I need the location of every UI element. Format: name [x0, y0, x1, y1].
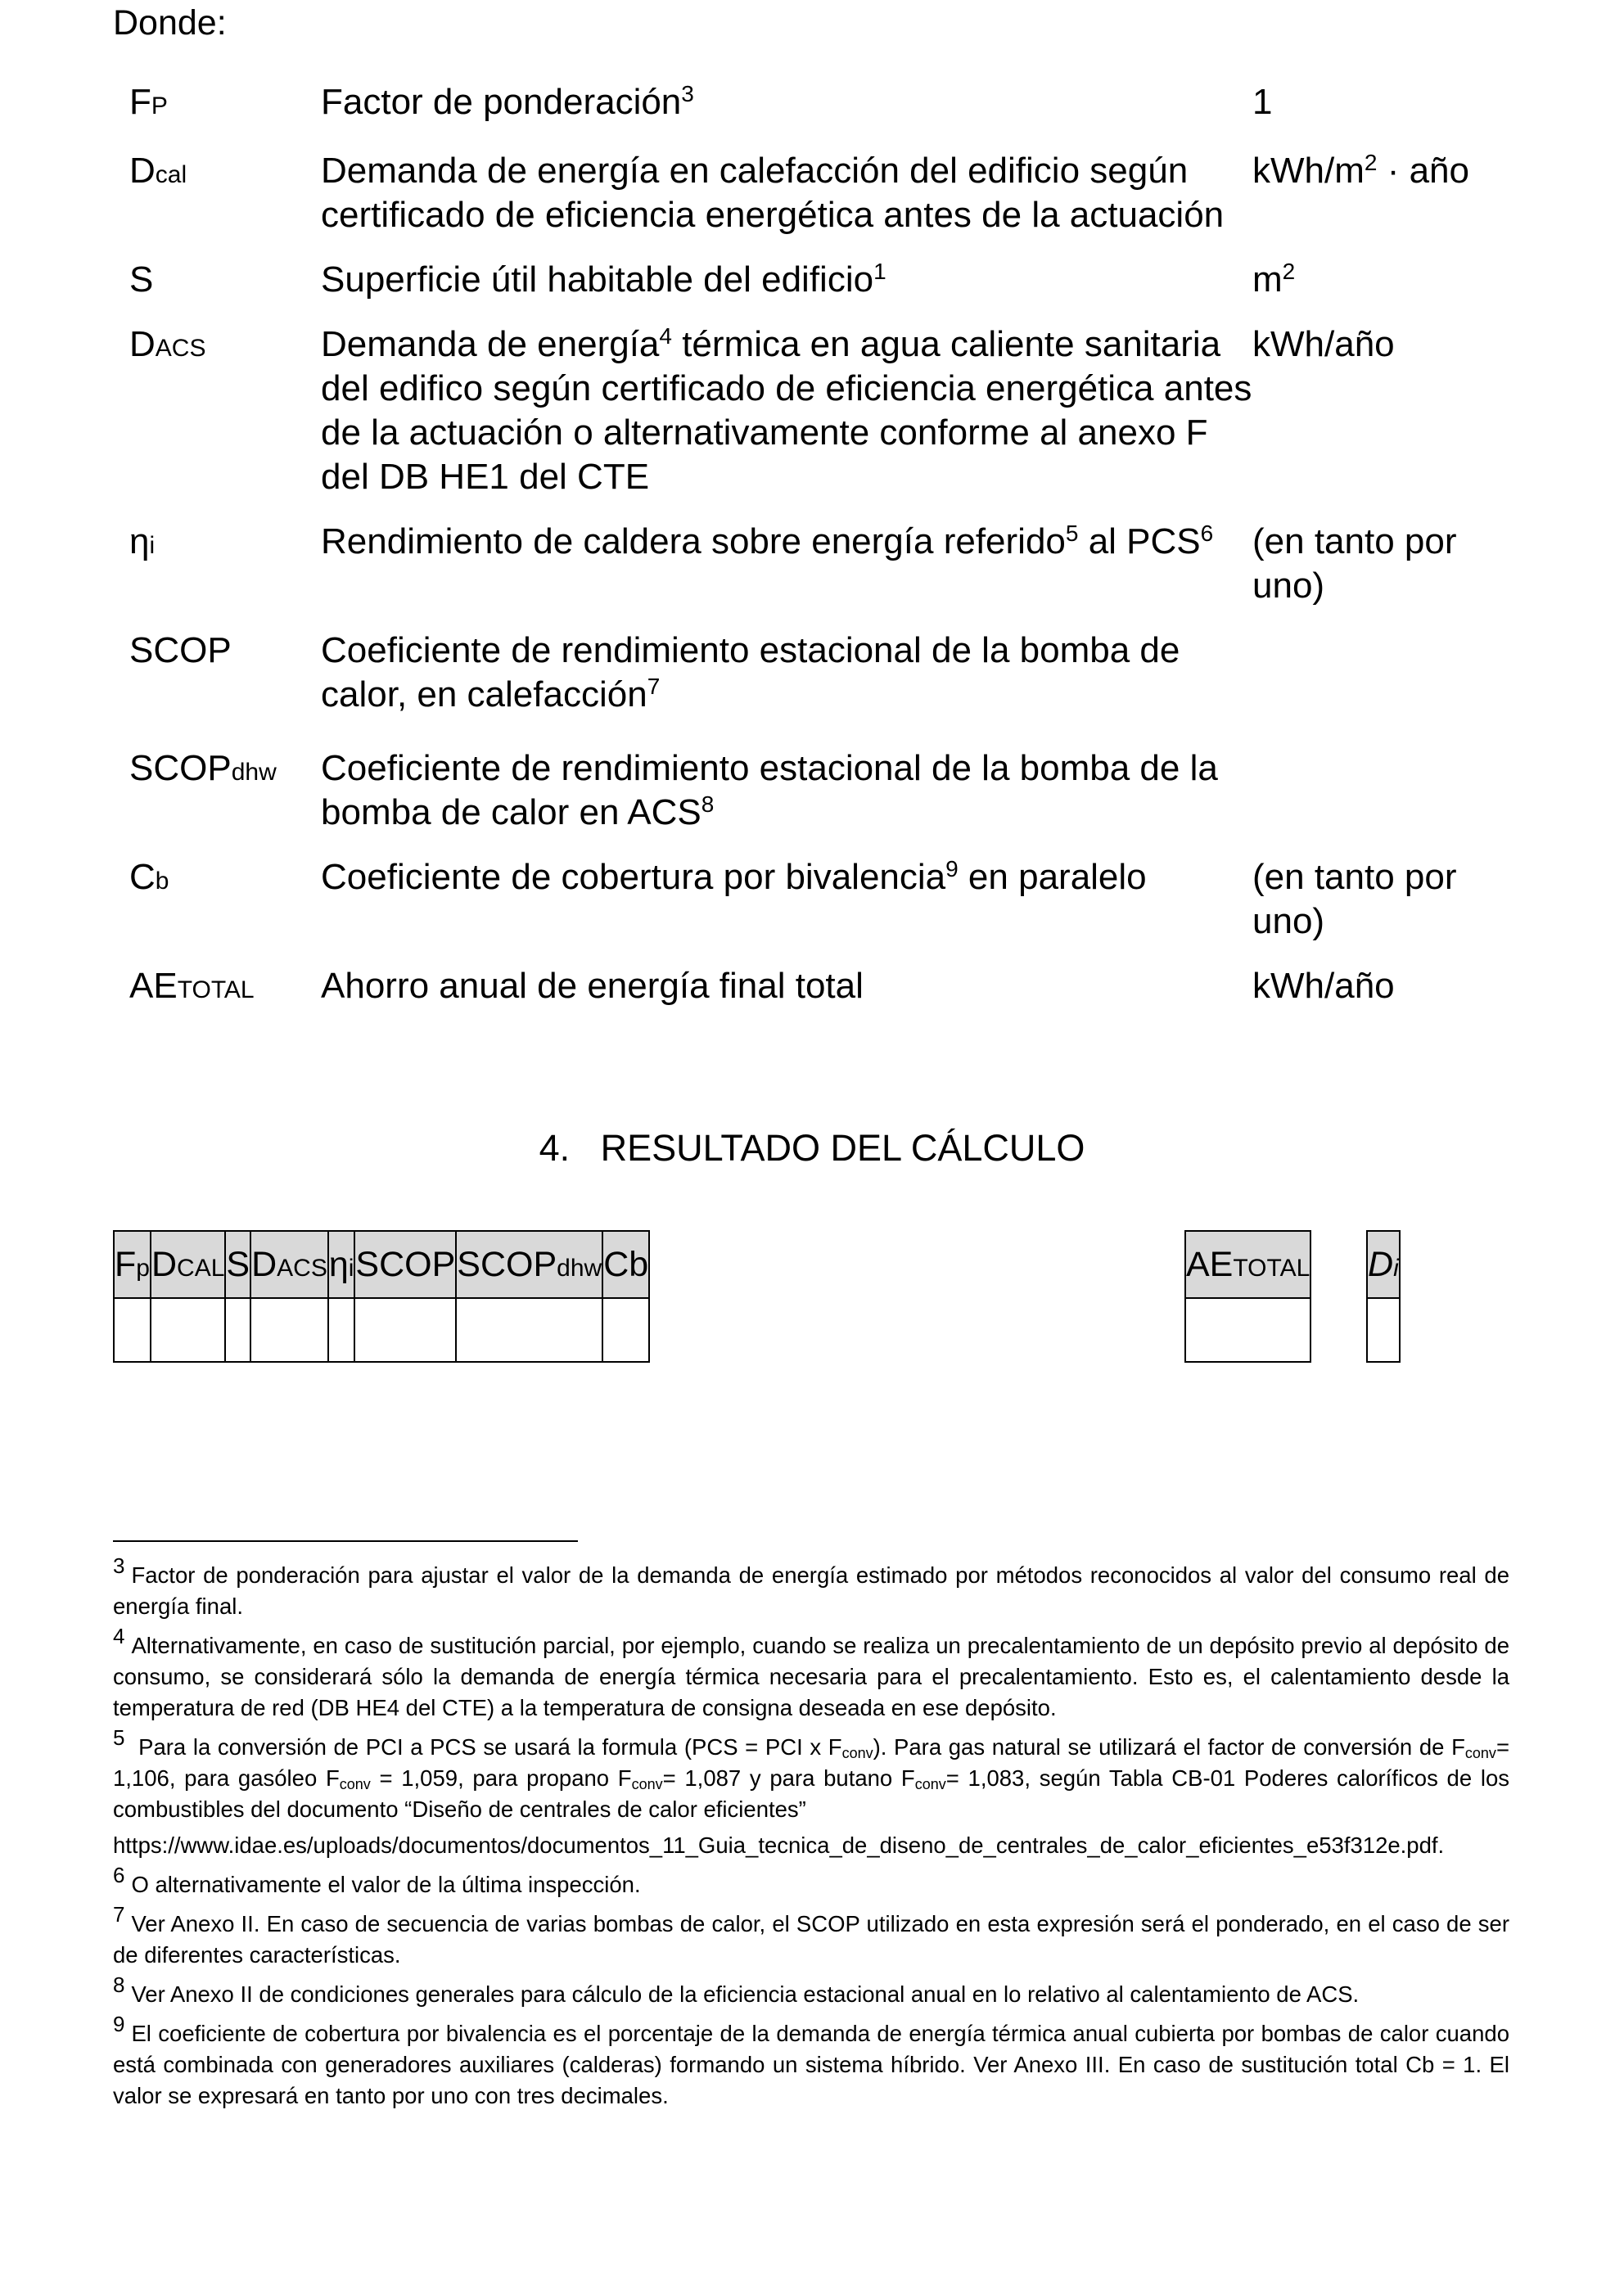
header-cell-di: Di: [1367, 1231, 1400, 1298]
results-di-table: [1366, 1230, 1401, 1363]
definitions-table: [129, 80, 1513, 1033]
symbol: ηi: [129, 521, 156, 561]
results-main-table: [113, 1230, 650, 1363]
description: Demanda de energía$^4$ térmica en agua caliente sanitaria del edifico según certificado de eficiencia energética antes de la actuación o alternativamente conforme al anexo F del DB HE1 del CTE: [321, 323, 1252, 497]
unit: kWh/año: [1252, 966, 1395, 1006]
definition-row: [129, 80, 1513, 128]
footnote-7: 7 Ver Anexo II. En caso de secuencia de varias bombas de calor, el SCOP utilizado en esta expresión será el ponderado, en el caso de ser de diferentes características.: [113, 1902, 1509, 1968]
unit: (en tanto por uno): [1252, 857, 1457, 941]
description: Ahorro anual de energía final total: [321, 966, 864, 1006]
footnote-separator: [113, 1540, 578, 1542]
footnotes: [113, 1553, 1509, 2120]
unit: [1252, 746, 1513, 835]
unit: $m^2$: [1252, 259, 1296, 300]
unit: [1252, 629, 1513, 717]
description: Coeficiente de rendimiento estacional de la bomba de la bomba de calor en ACS$^8$: [321, 748, 1218, 832]
definition-row: [129, 746, 1513, 835]
value-cell[interactable]: [151, 1298, 225, 1362]
definition-row: [129, 149, 1513, 237]
description: Factor de ponderación$^3$: [321, 81, 694, 122]
header-cell-eta: ηi: [328, 1231, 355, 1298]
results-header-row: [1367, 1231, 1400, 1298]
section-heading: [0, 1126, 1624, 1170]
header-cell-dcal: DCAL: [151, 1231, 225, 1298]
results-value-row: [114, 1298, 649, 1362]
footnote-8: 8 Ver Anexo II de condiciones generales para cálculo de la eficiencia estacional anual en lo relativo al calentamiento de ACS.: [113, 1972, 1360, 2007]
results-header-row: [114, 1231, 649, 1298]
value-cell[interactable]: [114, 1298, 151, 1362]
results-ae-table: [1184, 1230, 1311, 1363]
header-cell-s: S: [225, 1231, 250, 1298]
footnote-link[interactable]: https://www.idae.es/uploads/documentos/documentos_11_Guia_tecnica_de_diseno_de_centrales_de_calor_eficientes_e53f312e.pdf.: [113, 1832, 1445, 1858]
description: Rendimiento de caldera sobre energía referido$^5$ al PCS$^6$: [321, 521, 1214, 561]
symbol: SCOP: [129, 630, 232, 670]
unit: 1: [1252, 82, 1273, 122]
value-cell[interactable]: [328, 1298, 355, 1362]
header-cell-scop: SCOP: [354, 1231, 456, 1298]
unit: kWh/año: [1252, 324, 1395, 364]
definition-row: [129, 855, 1513, 944]
section-number: 4.: [539, 1127, 571, 1169]
value-cell[interactable]: [250, 1298, 328, 1362]
value-cell[interactable]: [225, 1298, 250, 1362]
definition-row: [129, 629, 1513, 717]
definition-row: [129, 964, 1513, 1012]
description: Superficie útil habitable del edificio$^1$: [321, 259, 886, 300]
footnote-5: 5 Para la conversión de PCI a PCS se usará la formula (PCS = PCI x Fconv). Para gas natural se utilizará el factor de conversión de Fconv= 1,106, para gasóleo Fconv = 1,059, para propano Fconv= 1,087 y para butano Fconv= 1,083, según Tabla CB-01 Poderes caloríficos de los combustibles del documento “Diseño de centrales de calor eficientes” https://www.idae.es/uploads/documentos/documentos_11_Guia_tecnica_de_diseno_de_centrales_de_calor_eficientes_e53f312e.pdf.: [113, 1732, 1509, 1861]
unit: (en tanto por uno): [1252, 521, 1457, 606]
footnote-3: 3 Factor de ponderación para ajustar el valor de la demanda de energía estimado por métodos reconocidos al valor del consumo real de energía final.: [113, 1553, 1509, 1619]
value-cell[interactable]: [456, 1298, 602, 1362]
header-cell-aetotal: AETOTAL: [1185, 1231, 1310, 1298]
definition-row: [129, 258, 1513, 302]
description: Coeficiente de rendimiento estacional de la bomba de calor, en calefacción$^7$: [321, 630, 1180, 715]
header-cell-cb: Cb: [602, 1231, 649, 1298]
symbol: DACS: [129, 324, 206, 364]
results-header-row: [1185, 1231, 1310, 1298]
symbol: Dcal: [129, 151, 187, 191]
symbol: AETOTAL: [129, 966, 255, 1006]
results-value-row: [1367, 1298, 1400, 1362]
header-cell-fp: Fp: [114, 1231, 151, 1298]
intro-label: Donde:: [113, 3, 227, 43]
description: Demanda de energía en calefacción del edificio según certificado de eficiencia energética antes de la actuación: [321, 151, 1225, 235]
value-cell[interactable]: [1185, 1298, 1310, 1362]
unit: kWh/$m^2$ · año: [1252, 150, 1469, 191]
header-cell-scopdhw: SCOPdhw: [456, 1231, 602, 1298]
symbol: Cb: [129, 857, 169, 897]
definition-row: [129, 520, 1513, 608]
symbol: S: [129, 259, 154, 300]
footnote-4: 4 Alternativamente, en caso de sustitución parcial, por ejemplo, cuando se realiza un precalentamiento de un depósito previo al depósito de consumo, se considerará sólo la demanda de energía térmica necesaria para el precalentamiento. Esto es, el calentamiento desde la temperatura de red (DB HE4 del CTE) a la temperatura de consigna deseada en ese depósito.: [113, 1624, 1509, 1720]
header-cell-dacs: DACS: [250, 1231, 328, 1298]
description: Coeficiente de cobertura por bivalencia$^9$ en paralelo: [321, 856, 1147, 897]
definition-row: [129, 322, 1513, 499]
value-cell[interactable]: [602, 1298, 649, 1362]
value-cell[interactable]: [1367, 1298, 1400, 1362]
symbol: SCOPdhw: [129, 748, 277, 788]
footnote-9: 9 El coeficiente de cobertura por bivalencia es el porcentaje de la demanda de energía térmica anual cubierta por bombas de calor cuando está combinada con generadores auxiliares (calderas) formando un sistema híbrido. Ver Anexo III. En caso de sustitución total Cb = 1. El valor se expresará en tanto por uno con tres decimales.: [113, 2012, 1509, 2108]
footnote-6: 6 O alternativamente el valor de la última inspección.: [113, 1863, 641, 1897]
section-title: RESULTADO DEL CÁLCULO: [600, 1127, 1085, 1169]
value-cell[interactable]: [354, 1298, 456, 1362]
symbol: FP: [129, 82, 168, 122]
results-value-row: [1185, 1298, 1310, 1362]
